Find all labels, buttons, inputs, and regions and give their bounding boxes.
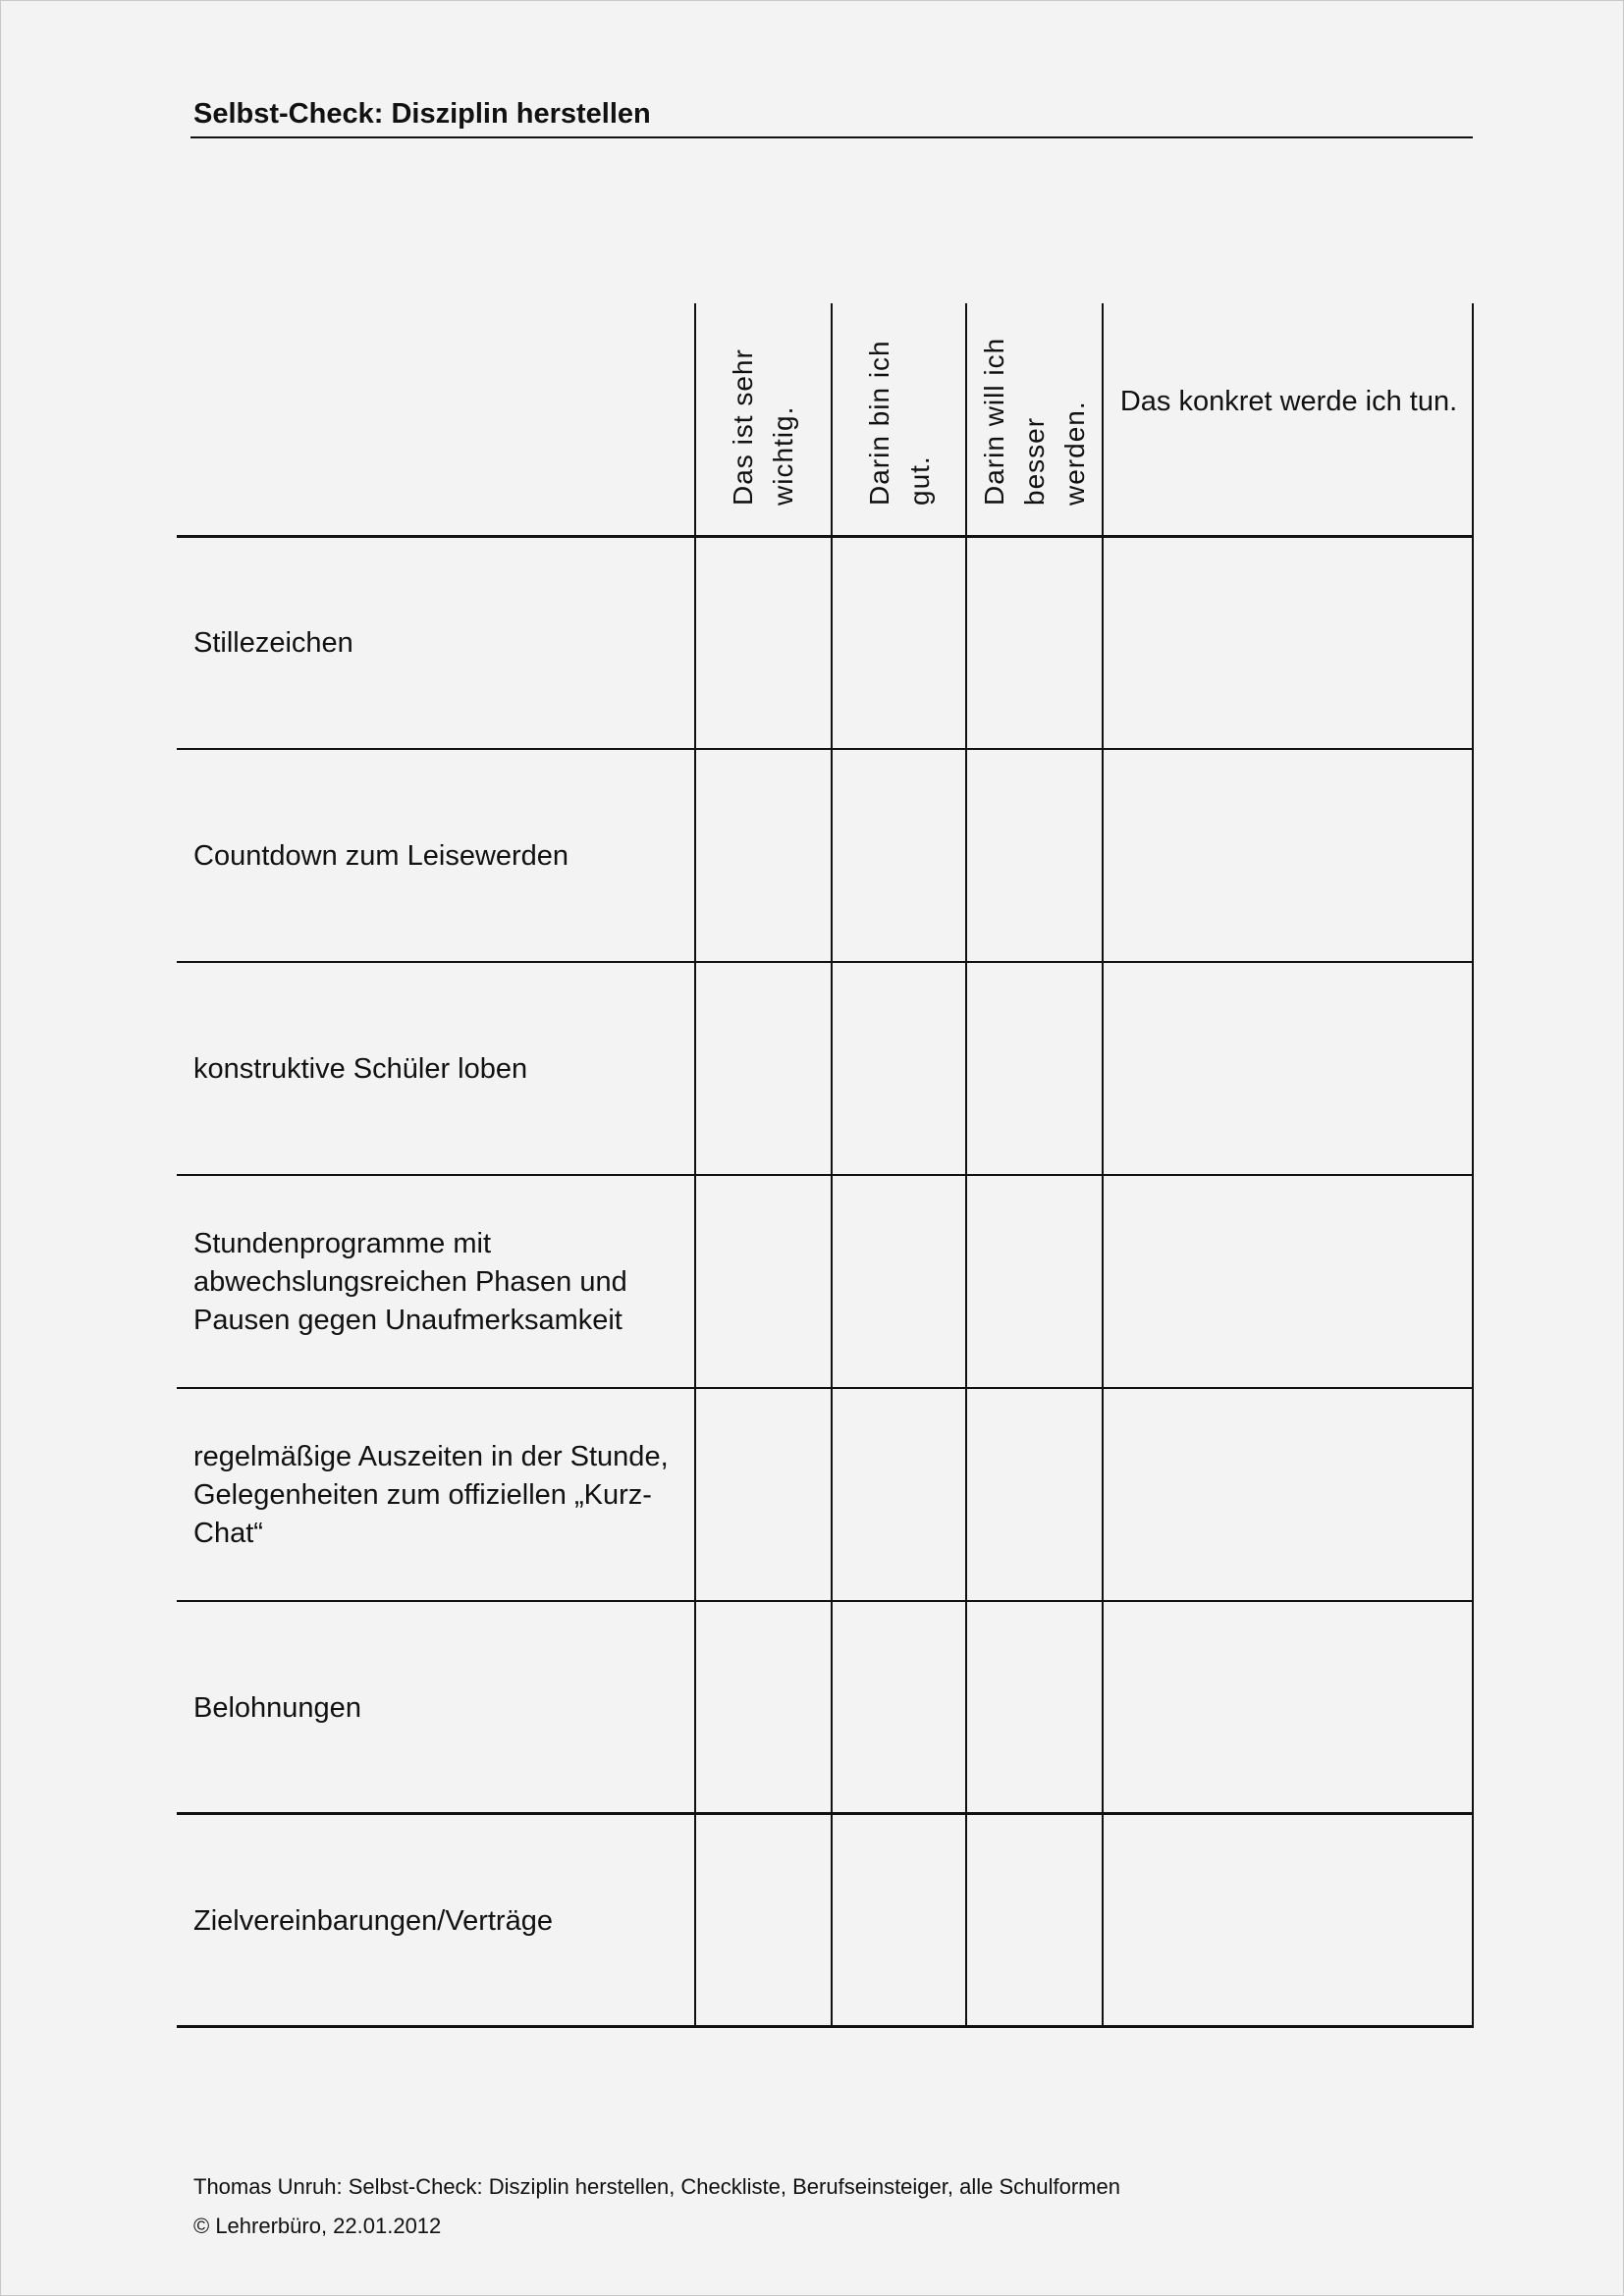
column-divider — [694, 303, 696, 2027]
column-header-text: Das ist sehr wichtig. — [728, 348, 798, 506]
column-divider — [831, 303, 833, 2027]
row-label: regelmäßige Auszeiten in der Stunde, Gelegenheiten zum offiziellen „Kurz-Chat“ — [193, 1441, 669, 1549]
column-header-text: Darin will ich besser werden. — [978, 337, 1090, 506]
column-header-action: Das konkret werde ich tun. — [1119, 386, 1458, 417]
column-divider — [965, 303, 967, 2027]
column-divider — [1102, 303, 1104, 2027]
column-header-text: Darin bin ich gut. — [864, 340, 935, 506]
column-divider — [1472, 303, 1474, 2027]
row-label: Stillezeichen — [193, 627, 353, 659]
row-label: Countdown zum Leisewerden — [193, 840, 569, 872]
title-underline — [190, 136, 1473, 138]
footer-source: Thomas Unruh: Selbst-Check: Disziplin herstellen, Checkliste, Berufseinsteiger, alle Schulformen — [193, 2174, 1120, 2199]
column-header-important — [699, 314, 827, 506]
row-label: Belohnungen — [193, 1692, 361, 1724]
row-label: Zielvereinbarungen/Verträge — [193, 1905, 553, 1937]
column-header-improve — [970, 314, 1098, 506]
row-label: konstruktive Schüler loben — [193, 1053, 528, 1085]
page-title: Selbst-Check: Disziplin herstellen — [193, 98, 651, 130]
footer-copyright: © Lehrerbüro, 22.01.2012 — [193, 2214, 442, 2238]
column-header-good-at — [836, 314, 963, 506]
row-label: Stundenprogramme mit abwechslungsreichen Phasen und Pausen gegen Unaufmerksamkeit — [193, 1228, 627, 1336]
